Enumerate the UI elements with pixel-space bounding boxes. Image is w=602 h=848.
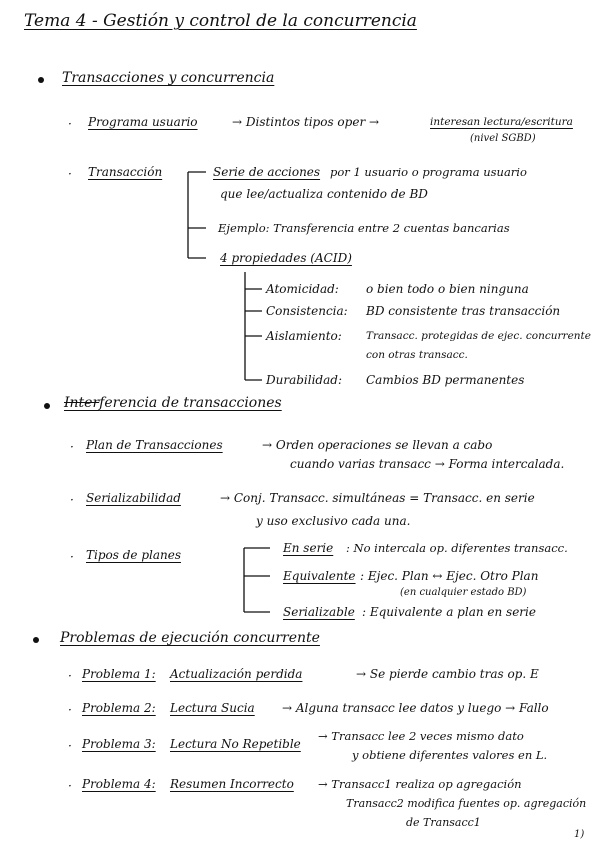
problema-1-name: Actualización perdida [170, 667, 303, 681]
propiedades-acid: 4 propiedades (ACID) [220, 251, 352, 265]
section-heading-problemas: Problemas de ejecución concurrente [60, 630, 320, 646]
list-dash: · [68, 117, 72, 131]
list-dash: · [68, 167, 72, 181]
list-dash: · [68, 739, 72, 753]
list-dash: · [68, 779, 72, 793]
plan-line1: → Orden operaciones se llevan a cabo [262, 438, 493, 452]
serial-line2: y uso exclusivo cada una. [256, 514, 411, 528]
list-dash: · [70, 440, 74, 454]
problema-3-desc: → Transacc lee 2 veces mismo dato [318, 729, 524, 743]
section-heading-interferencia [64, 396, 282, 410]
programa-note: (nivel SGBD) [470, 133, 536, 144]
problema-2-desc: → Alguna transacc lee datos y luego → Fallo [282, 701, 549, 715]
term-tipos-planes: Tipos de planes [86, 548, 181, 562]
problema-4-name: Resumen Incorrecto [170, 777, 294, 791]
tipo-equivalente-desc: : Ejec. Plan ↔ Ejec. Otro Plan [360, 569, 539, 583]
tipo-equivalente-desc2: (en cualquier estado BD) [400, 587, 527, 598]
list-dash: · [68, 703, 72, 717]
acid-aislamiento-term: Aislamiento: [266, 329, 342, 343]
problema-1-desc: → Se pierde cambio tras op. E [356, 667, 539, 681]
problema-1-label: Problema 1: [82, 667, 156, 681]
section-bullet [33, 637, 39, 643]
plan-line2: cuando varias transacc → Forma intercalada. [290, 457, 565, 471]
page-title: Tema 4 - Gestión y control de la concurrencia [24, 11, 417, 31]
problema-4-desc: → Transacc1 realiza op agregación [318, 777, 522, 791]
acid-durabilidad-term: Durabilidad: [266, 373, 342, 387]
term-serializabilidad: Serializabilidad [86, 491, 181, 505]
section-bullet [38, 77, 44, 83]
problema-3-desc2: y obtiene diferentes valores en L. [352, 748, 548, 762]
problema-2-label: Problema 2: [82, 701, 156, 715]
ejemplo: Ejemplo: Transferencia entre 2 cuentas bancarias [218, 221, 510, 235]
problema-2-name: Lectura Sucia [170, 701, 255, 715]
serie-acciones: Serie de acciones [213, 165, 321, 179]
list-dash: · [70, 550, 74, 564]
serie-line2: que lee/actualiza contenido de BD [220, 187, 428, 201]
programa-desc: → Distintos tipos oper → [232, 115, 380, 129]
serie-rest: por 1 usuario o programa usuario [330, 165, 527, 179]
list-dash: · [70, 493, 74, 507]
tipo-serializable-term: Serializable [283, 605, 355, 619]
list-dash: · [68, 669, 72, 683]
problema-3-name: Lectura No Repetible [170, 737, 301, 751]
tipo-serializable-desc: : Equivalente a plan en serie [362, 605, 536, 619]
acid-atomicidad-term: Atomicidad: [266, 282, 339, 296]
term-transaccion: Transacción [88, 165, 163, 179]
term-programa-usuario: Programa usuario [88, 115, 198, 129]
problema-3-label: Problema 3: [82, 737, 156, 751]
serial-line1: → Conj. Transacc. simultáneas = Transacc. en serie [220, 491, 535, 505]
heading-rest: ferencia de transacciones [99, 395, 282, 411]
tipo-en-serie-desc: : No intercala op. diferentes transacc. [346, 541, 568, 555]
problema-4-desc2: Transacc2 modifica fuentes op. agregación [346, 797, 587, 810]
section-bullet [44, 403, 50, 409]
acid-consistencia-desc: BD consistente tras transacción [366, 304, 561, 318]
acid-aislamiento-desc: Transacc. protegidas de ejec. concurrente [366, 330, 591, 342]
problema-4-desc3: de Transacc1 [406, 816, 481, 829]
page-number: 1) [574, 829, 585, 840]
tipo-en-serie-term: En serie [283, 541, 334, 555]
section-heading-transacciones: Transacciones y concurrencia [62, 70, 275, 86]
term-plan-transacciones: Plan de Transacciones [86, 438, 223, 452]
acid-aislamiento-desc2: con otras transacc. [366, 349, 468, 361]
heading-struck: Inter [64, 395, 100, 411]
problema-4-label: Problema 4: [82, 777, 156, 791]
acid-consistencia-term: Consistencia: [266, 304, 348, 318]
tipo-equivalente-term: Equivalente [283, 569, 356, 583]
acid-atomicidad-desc: o bien todo o bien ninguna [366, 282, 529, 296]
acid-durabilidad-desc: Cambios BD permanentes [366, 373, 525, 387]
programa-interesan: interesan lectura/escritura [430, 116, 573, 128]
